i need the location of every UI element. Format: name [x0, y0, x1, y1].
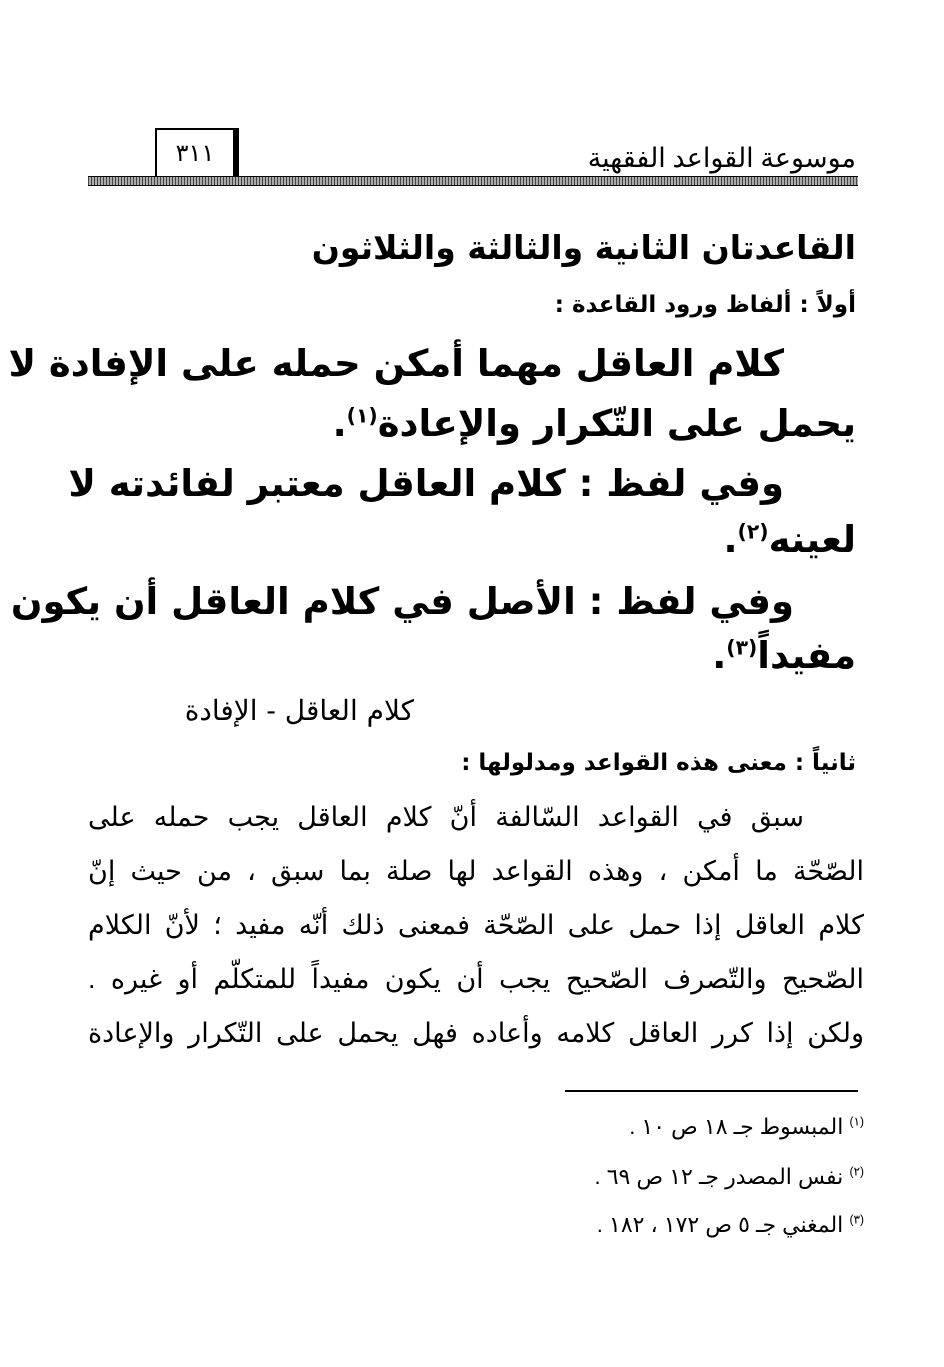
- footnote-mark-1: (١): [346, 403, 378, 428]
- rule-line-6-text: مفيداً: [757, 634, 856, 677]
- footnote-3-mark: (٣): [849, 1212, 864, 1227]
- footnote-2: [595, 1164, 865, 1190]
- footnote-3: [597, 1212, 864, 1238]
- footnote-1-text: المبسوط جـ ١٨ ص ١٠ .: [629, 1114, 844, 1139]
- footnote-1: [629, 1114, 864, 1140]
- rule-line-2: يحمل على التّكرار والإعادة$^{(١)}$.: [332, 402, 856, 445]
- footnote-2-mark: (٢): [849, 1164, 864, 1179]
- first-heading: أولاً : ألفاظ ورود القاعدة :: [554, 292, 856, 318]
- footnote-mark-3: (٣): [726, 635, 758, 660]
- header-rule: [88, 176, 858, 186]
- footnote-mark-2: (٢): [737, 519, 769, 544]
- body-line-3: كلام العاقل إذا حمل على الصّحّة فمعنى ذلك أنّه مفيد ؛ لأنّ الكلام: [88, 910, 864, 940]
- body-line-2: الصّحّة ما أمكن ، وهذه القواعد لها صلة بما سبق ، من حيث إنّ: [88, 856, 864, 886]
- section-title: القاعدتان الثانية والثالثة والثلاثون: [311, 228, 856, 267]
- rule-line-6: مفيداً$^{(٣)}$.: [712, 634, 856, 677]
- body-line-1: سبق في القواعد السّالفة أنّ كلام العاقل يجب حمله على: [88, 802, 804, 832]
- rule-line-2-text: يحمل على التّكرار والإعادة: [377, 402, 856, 445]
- footnote-2-text: نفس المصدر جـ ١٢ ص ٦٩ .: [594, 1164, 844, 1189]
- running-header-title: موسوعة القواعد الفقهية: [587, 143, 856, 173]
- body-line-4: الصّحيح والتّصرف الصّحيح يجب أن يكون مفيداً للمتكلّم أو غيره .: [88, 964, 864, 994]
- rule-line-4-text: لعينه: [768, 518, 856, 561]
- footnote-3-text: المغني جـ ٥ ص ١٧٢ ، ١٨٢ .: [596, 1212, 844, 1237]
- footnote-1-mark: (١): [849, 1114, 864, 1129]
- rule-line-3: وفي لفظ : كلام العاقل معتبر لفائدته لا: [68, 462, 784, 505]
- rule-line-5: وفي لفظ : الأصل في كلام العاقل أن يكون: [10, 580, 794, 623]
- footnote-separator: [565, 1090, 858, 1092]
- key-terms: كلام العاقل - الإفادة: [184, 694, 414, 727]
- second-heading: ثانياً : معنى هذه القواعد ومدلولها :: [461, 750, 856, 776]
- rule-line-1: كلام العاقل مهما أمكن حمله على الإفادة لا: [8, 342, 784, 385]
- body-line-5: ولكن إذا كرر العاقل كلامه وأعاده فهل يحمل على التّكرار والإعادة: [88, 1018, 864, 1048]
- rule-line-4: لعينه$^{(٢)}$.: [723, 518, 856, 561]
- page-number: ٣١١: [155, 128, 239, 178]
